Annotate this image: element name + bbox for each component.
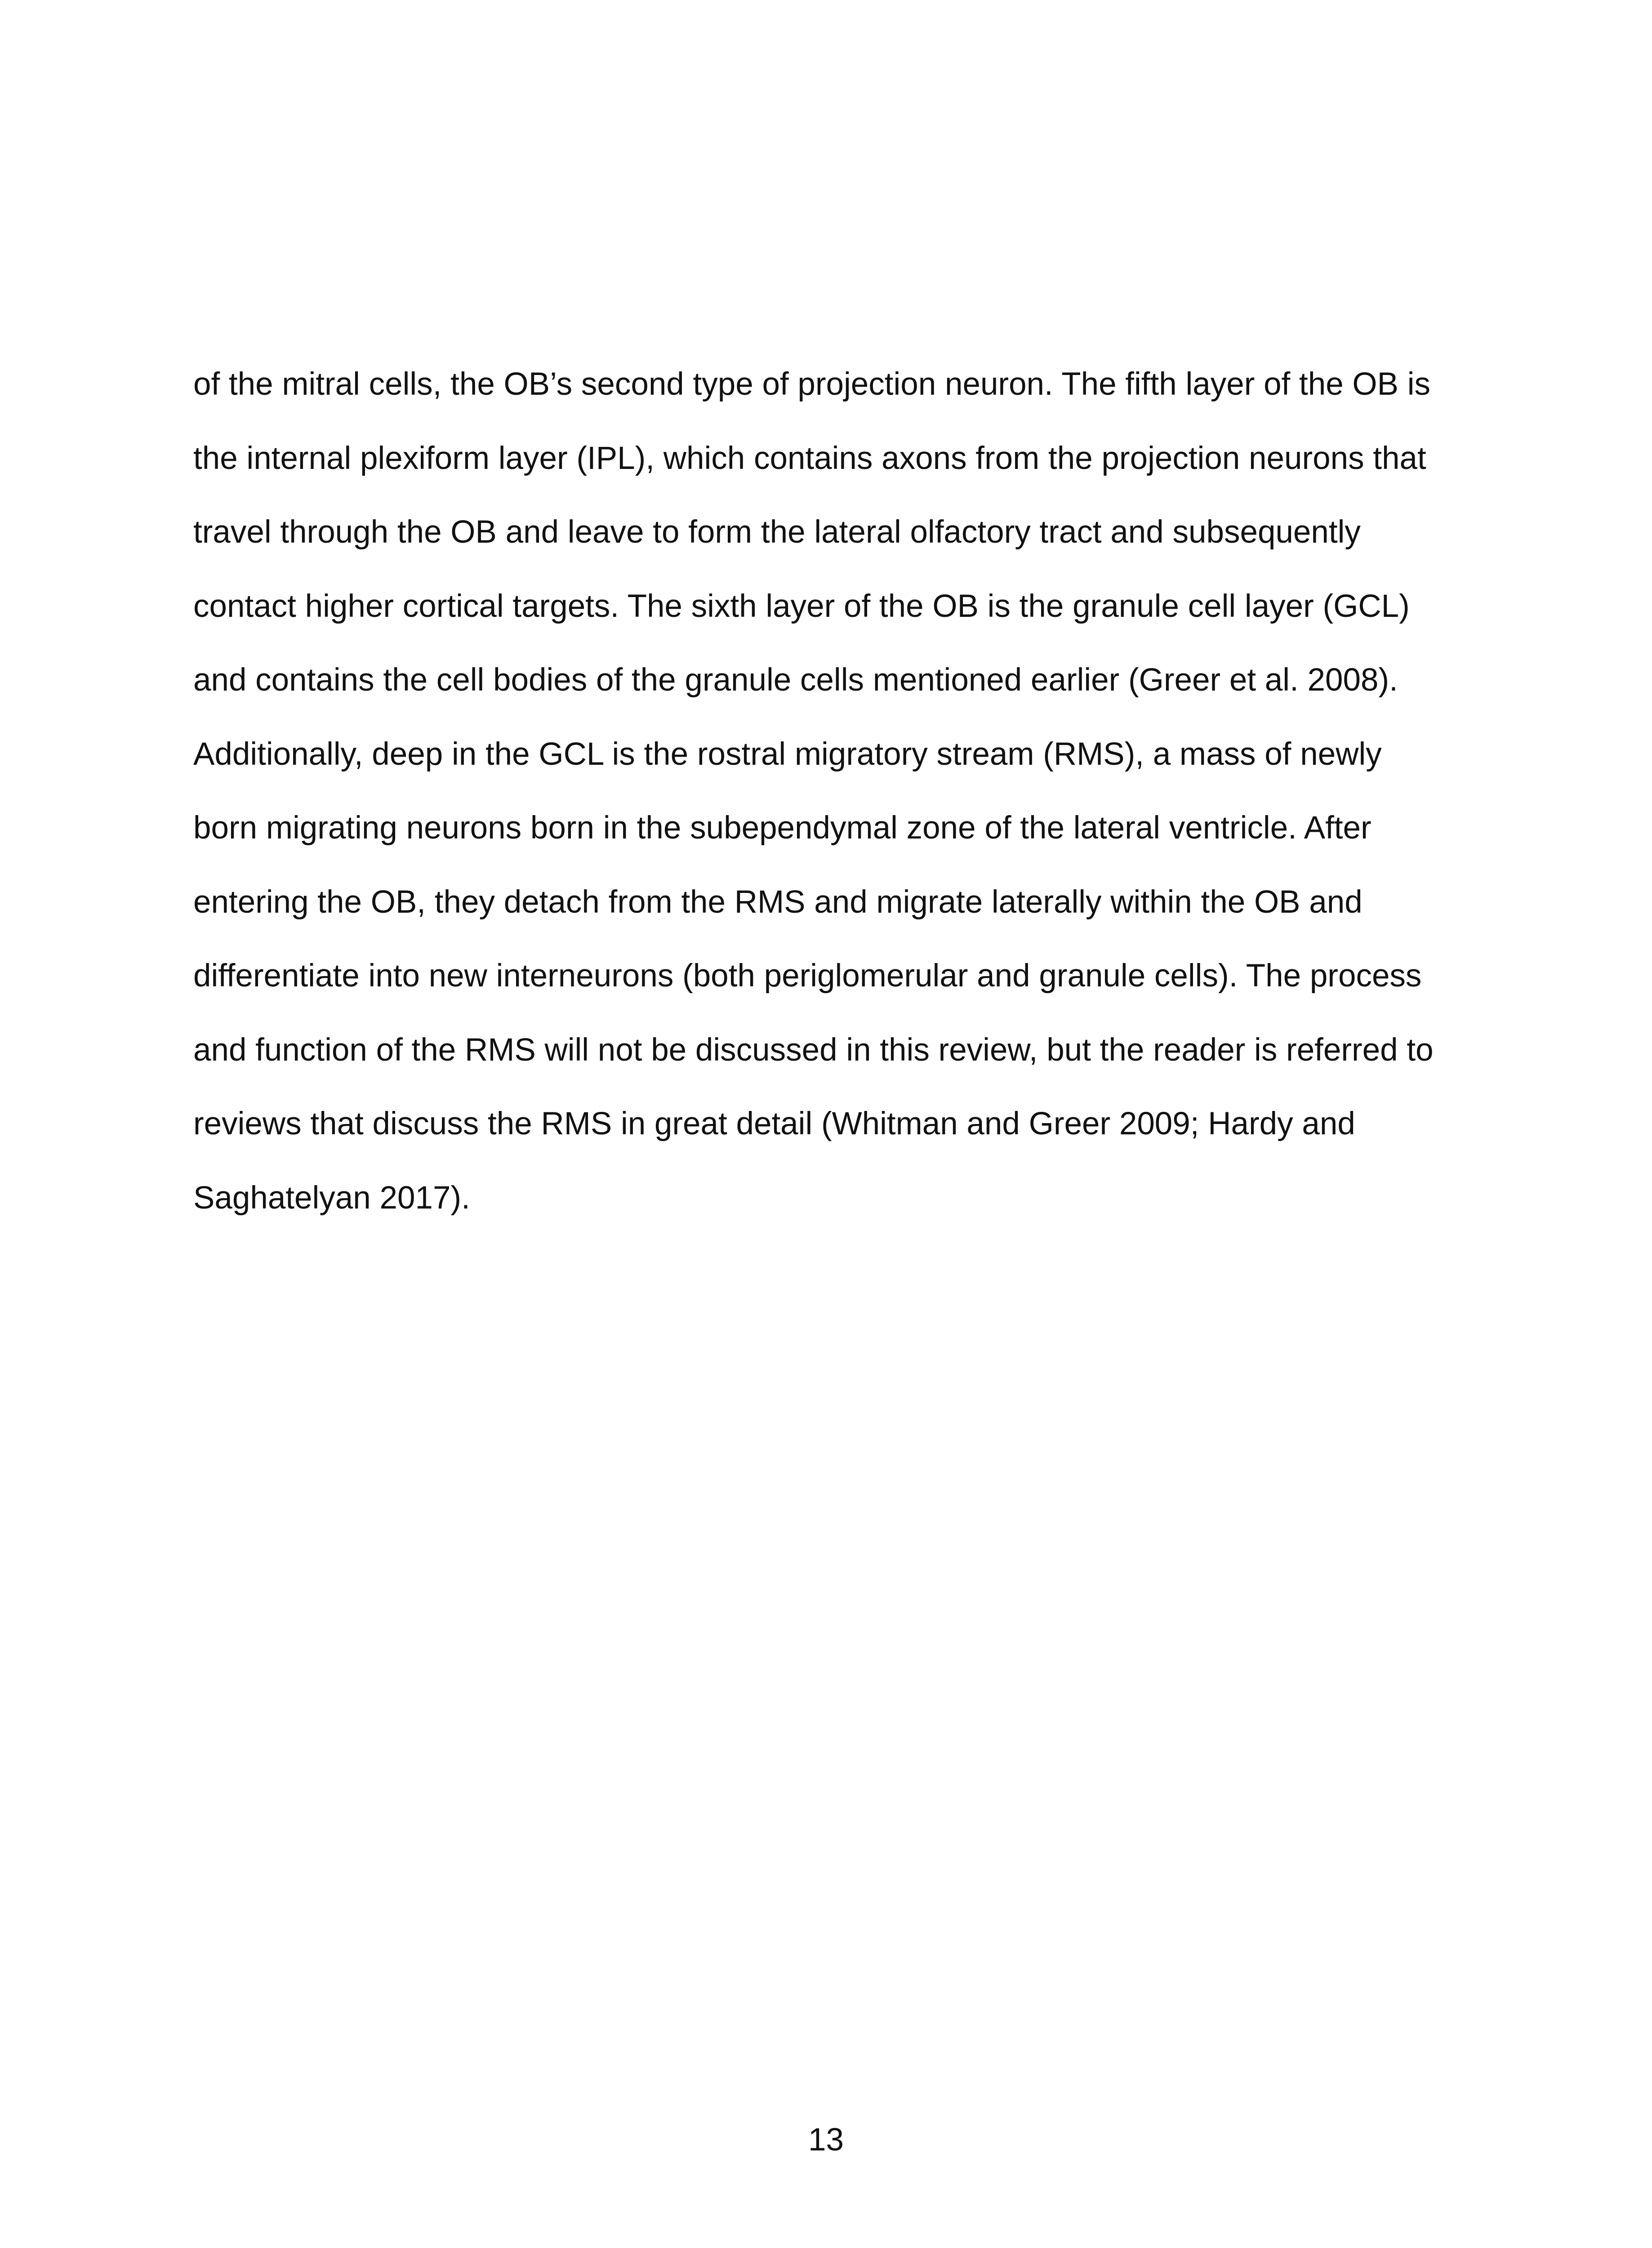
page-number: 13	[808, 2122, 844, 2158]
text-line: born migrating neurons born in the subependymal zone of the lateral ventricle. After	[193, 810, 1371, 846]
text-line: and contains the cell bodies of the granule cells mentioned earlier (Greer et al. 2008).	[193, 662, 1398, 698]
text-line: the internal plexiform layer (IPL), which contains axons from the projection neurons that	[193, 440, 1426, 476]
text-line: reviews that discuss the RMS in great detail (Whitman and Greer 2009; Hardy and	[193, 1106, 1355, 1142]
text-line: entering the OB, they detach from the RMS and migrate laterally within the OB and	[193, 884, 1363, 920]
text-line: contact higher cortical targets. The sixth layer of the OB is the granule cell layer (GCL)	[193, 588, 1410, 624]
text-line: travel through the OB and leave to form the lateral olfactory tract and subsequently	[193, 514, 1361, 550]
text-line: Saghatelyan 2017).	[193, 1180, 470, 1216]
text-line: differentiate into new interneurons (both periglomerular and granule cells). The process	[193, 958, 1422, 994]
text-line: of the mitral cells, the OB’s second type of projection neuron. The fifth layer of the OB is	[193, 366, 1431, 402]
body-paragraph	[193, 362, 1465, 1249]
text-line: Additionally, deep in the GCL is the rostral migratory stream (RMS), a mass of newly	[193, 736, 1382, 772]
text-line: and function of the RMS will not be discussed in this review, but the reader is referred to	[193, 1032, 1434, 1068]
